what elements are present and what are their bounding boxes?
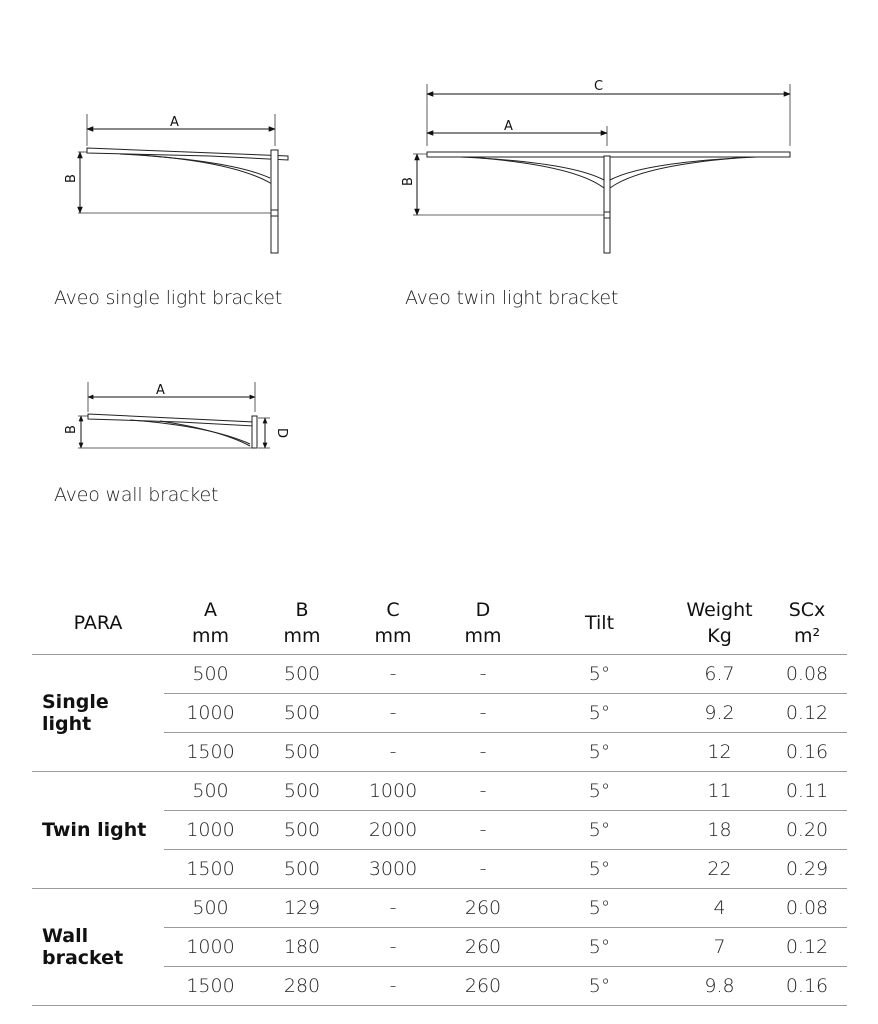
cell-b: 500 [257,772,347,811]
cell-a: 1000 [164,811,257,850]
twin-dim-b-label: B [401,177,416,186]
wall-dim-d-label: D [274,428,289,439]
twin-bracket-caption: Aveo twin light bracket [405,287,619,309]
cell-d: - [439,694,527,733]
cell-scx: 0.29 [767,850,847,889]
cell-c: - [347,928,439,967]
cell-weight: 9.2 [672,694,767,733]
single-dim-a-label: A [170,115,179,130]
cell-scx: 0.12 [767,928,847,967]
header-para: PARA [73,612,123,634]
cell-d: 260 [439,928,527,967]
cell-b: 280 [257,967,347,1006]
cell-weight: 4 [672,889,767,928]
single-bracket-caption: Aveo single light bracket [54,287,283,309]
wall-dim-a-label: A [156,383,165,398]
cell-d: - [439,811,527,850]
cell-tilt: 5° [527,655,672,694]
cell-d: - [439,850,527,889]
cell-a: 1000 [164,694,257,733]
cell-d: - [439,772,527,811]
cell-scx: 0.12 [767,694,847,733]
cell-weight: 18 [672,811,767,850]
table-row [32,889,847,928]
cell-d: 260 [439,967,527,1006]
cell-b: 500 [257,811,347,850]
cell-d: - [439,733,527,772]
cell-a: 1000 [164,928,257,967]
cell-tilt: 5° [527,967,672,1006]
cell-b: 500 [257,655,347,694]
header-a: A mm [191,599,230,647]
cell-a: 500 [164,655,257,694]
cell-c: - [347,889,439,928]
spec-table [32,592,847,1006]
cell-scx: 0.08 [767,655,847,694]
cell-scx: 0.08 [767,889,847,928]
single-bracket-drawing [60,110,310,260]
cell-d: - [439,655,527,694]
header-weight: Weight Kg [686,599,753,647]
twin-dim-c-label: C [594,79,604,94]
cell-d: 260 [439,889,527,928]
cell-c: - [347,694,439,733]
single-dim-b-label: B [64,174,79,183]
header-b: B mm [283,599,321,647]
wall-bracket-caption: Aveo wall bracket [54,484,219,506]
cell-tilt: 5° [527,772,672,811]
header-tilt: Tilt [584,612,615,634]
cell-weight: 7 [672,928,767,967]
cell-c: 1000 [347,772,439,811]
wall-bracket-drawing [60,380,300,460]
cell-b: 500 [257,733,347,772]
group-label: Twin light [32,772,164,889]
cell-tilt: 5° [527,928,672,967]
twin-dim-a-label: A [504,119,513,134]
cell-tilt: 5° [527,811,672,850]
cell-scx: 0.20 [767,811,847,850]
cell-weight: 6.7 [672,655,767,694]
cell-weight: 9.8 [672,967,767,1006]
cell-b: 500 [257,850,347,889]
cell-b: 180 [257,928,347,967]
cell-scx: 0.16 [767,733,847,772]
table-row [32,655,847,694]
cell-c: 2000 [347,811,439,850]
cell-weight: 22 [672,850,767,889]
header-c: C mm [374,599,412,647]
cell-weight: 12 [672,733,767,772]
header-scx: SCx m² [788,599,826,647]
cell-a: 500 [164,772,257,811]
cell-c: - [347,967,439,1006]
twin-bracket-drawing [400,76,810,261]
cell-weight: 11 [672,772,767,811]
cell-a: 1500 [164,967,257,1006]
cell-a: 1500 [164,850,257,889]
cell-tilt: 5° [527,694,672,733]
table-row [32,772,847,811]
wall-dim-b-label: B [64,425,79,434]
cell-tilt: 5° [527,889,672,928]
cell-a: 1500 [164,733,257,772]
group-label: Wall bracket [32,889,164,1006]
cell-tilt: 5° [527,850,672,889]
cell-b: 129 [257,889,347,928]
table-header-row [32,592,847,655]
cell-a: 500 [164,889,257,928]
cell-b: 500 [257,694,347,733]
cell-scx: 0.11 [767,772,847,811]
cell-c: 3000 [347,850,439,889]
group-label: Single light [32,655,164,772]
cell-scx: 0.16 [767,967,847,1006]
header-d: D mm [464,599,502,647]
cell-tilt: 5° [527,733,672,772]
cell-c: - [347,733,439,772]
cell-c: - [347,655,439,694]
